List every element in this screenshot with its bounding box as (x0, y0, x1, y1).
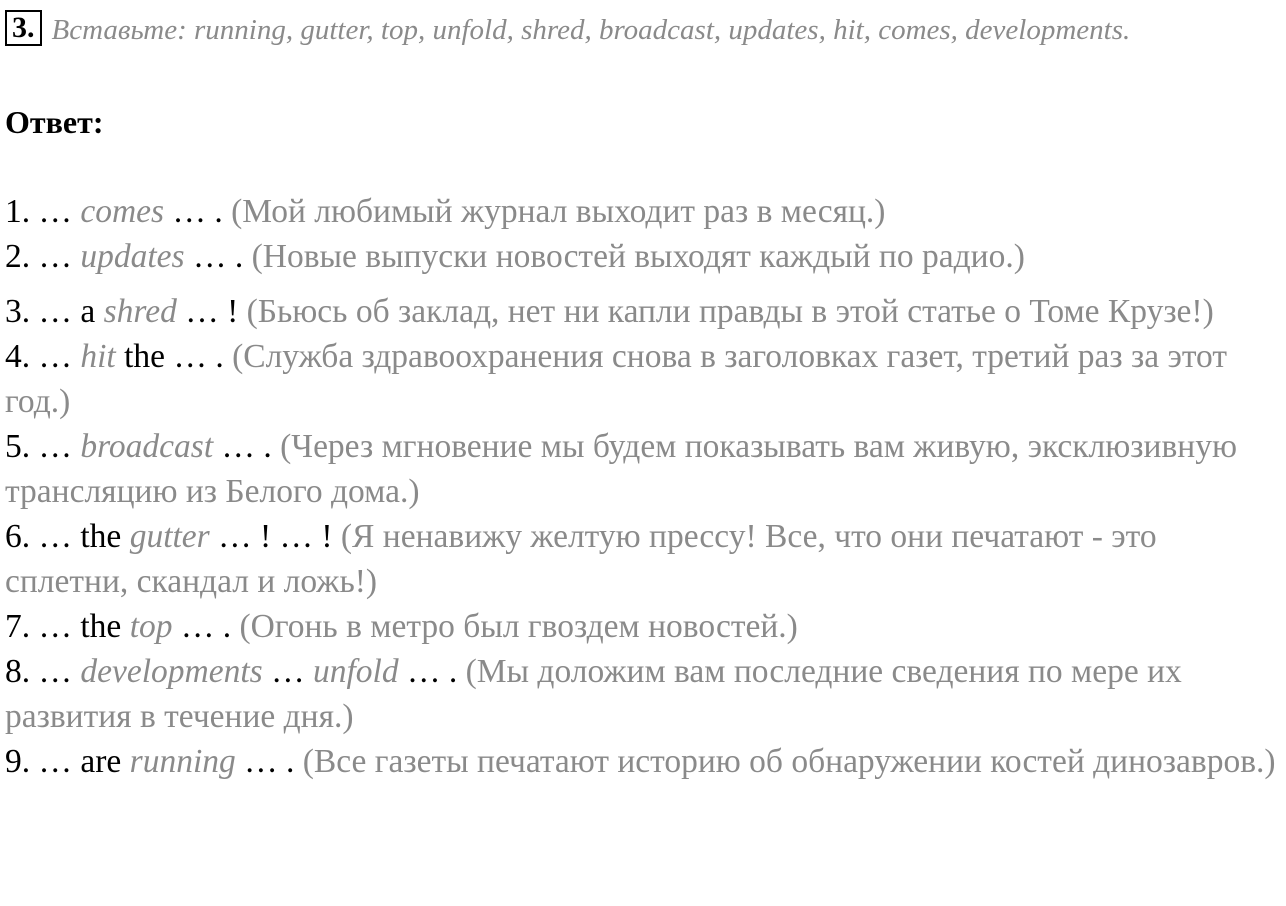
item-translation: (Мы доложим вам последние сведения по мере их развития в течение дня.) (5, 653, 1182, 735)
item-translation: (Служба здравоохранения снова в заголовках газет, третий раз за этот год.) (5, 338, 1228, 420)
inserted-word: shred (103, 293, 177, 330)
task-instruction: Вставьте: running, gutter, top, unfold, shred, broadcast, updates, hit, comes, developments. (51, 14, 1131, 46)
item-translation: (Я ненавижу желтую прессу! Все, что они печатают - это сплетни, скандал и ложь!) (5, 518, 1157, 600)
item-context: the (80, 518, 130, 555)
item-translation: (Через мгновение мы будем показывать вам живую, эксклюзивную трансляцию из Белого дома.) (5, 428, 1237, 510)
task-number-badge: 3. (5, 10, 42, 46)
item-number: 4. … (5, 338, 81, 375)
answer-item-1: 1. … comes … . (Мой любимый журнал выходит раз в месяц.) (5, 193, 886, 230)
inserted-word: running (129, 743, 236, 780)
item-number: 9. … (5, 743, 81, 780)
exercise-page (5, 10, 1283, 784)
item-translation: (Мой любимый журнал выходит раз в месяц.) (231, 193, 886, 230)
answer-label: Ответ: (5, 104, 104, 140)
answer-item-5: 5. … broadcast … . (Через мгновение мы будем показывать вам живую, эксклюзивную трансляцию из Белого дома.) (5, 428, 1237, 510)
item-number: 8. … (5, 653, 81, 690)
item-number: 5. … (5, 428, 81, 465)
inserted-word: hit (80, 338, 116, 375)
item-translation: (Все газеты печатают историю об обнаружении костей динозавров.) (302, 743, 1276, 780)
inserted-word: gutter (129, 518, 210, 555)
item-number: 2. … (5, 238, 81, 275)
answer-item-8: 8. … developments … unfold … . (Мы доложим вам последние сведения по мере их развития в течение дня.) (5, 653, 1182, 735)
answer-item-2: 2. … updates … . (Новые выпуски новостей выходят каждый по радио.) (5, 238, 1025, 275)
inserted-word-2: unfold (312, 653, 399, 690)
inserted-word: comes (80, 193, 165, 230)
item-number: 7. … (5, 608, 81, 645)
answer-item-7: 7. … the top … . (Огонь в метро был гвоздем новостей.) (5, 608, 798, 645)
item-context: are (80, 743, 130, 780)
inserted-word: top (129, 608, 173, 645)
item-context: the (80, 608, 130, 645)
answer-list (5, 189, 1283, 784)
item-number: 3. … (5, 293, 81, 330)
item-translation: (Новые выпуски новостей выходят каждый по радио.) (251, 238, 1025, 275)
answer-item-3: 3. … a shred … ! (Бьюсь об заклад, нет ни капли правды в этой статье о Томе Крузе!) (5, 293, 1214, 330)
item-context: the (115, 338, 166, 375)
inserted-word: updates (80, 238, 185, 275)
inserted-word: broadcast (80, 428, 214, 465)
item-context: a (80, 293, 104, 330)
item-number: 1. … (5, 193, 81, 230)
inserted-word: developments (80, 653, 263, 690)
task-header (5, 10, 1283, 50)
answer-item-9: 9. … are running … . (Все газеты печатают историю об обнаружении костей динозавров.) (5, 743, 1276, 780)
item-translation: (Бьюсь об заклад, нет ни капли правды в этой статье о Томе Крузе!) (246, 293, 1214, 330)
answer-item-4: 4. … hit the … . (Служба здравоохранения снова в заголовках газет, третий раз за этот год.) (5, 338, 1228, 420)
item-translation: (Огонь в метро был гвоздем новостей.) (239, 608, 798, 645)
answer-item-6: 6. … the gutter … ! … ! (Я ненавижу желтую прессу! Все, что они печатают - это сплетни, скандал и ложь!) (5, 518, 1157, 600)
item-number: 6. … (5, 518, 81, 555)
